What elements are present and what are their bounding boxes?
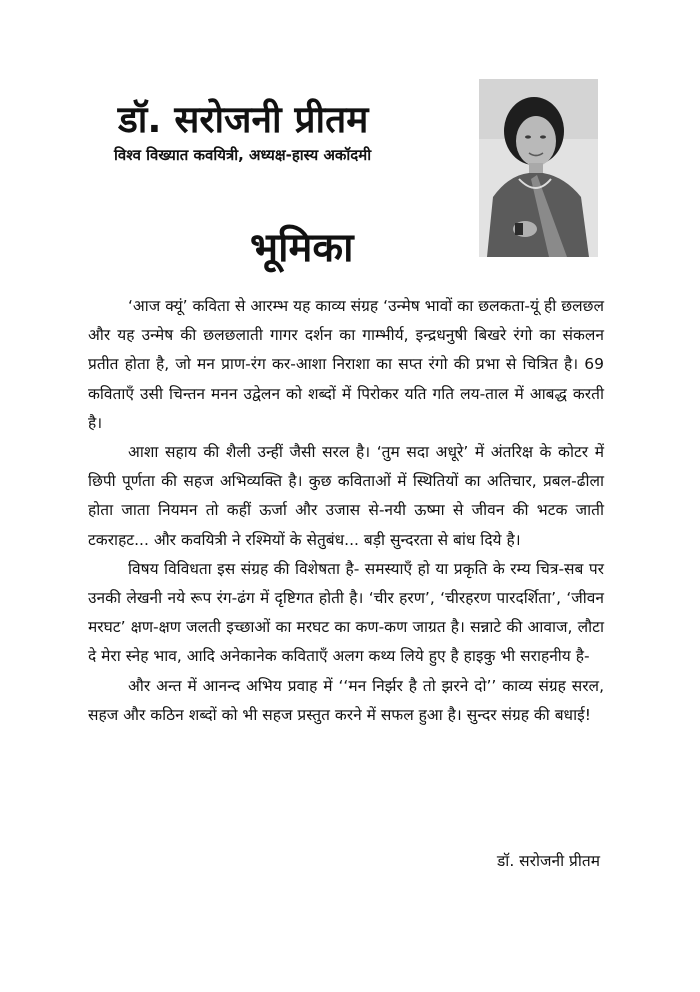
signature: डॉ. सरोजनी प्रीतम (497, 852, 600, 870)
paragraph: विषय विविधता इस संग्रह की विशेषता है- समस्याएँ हो या प्रकृति के रम्य चित्र-सब पर उनकी लेखनी नये रूप रंग-ढंग में दृष्टिगत होती है। ‘चीर हरण’, ‘चीरहरण पारदर्शिता’, ‘जीवन मरघट’ क्षण-क्षण जलती इच्छाओं का मरघट का कण-कण जाग्रत है। सन्नाटे की आवाज, लौटा दे मेरा स्नेह भाव, आदि अनेकानेक कविताएँ अलग कथ्य लिये हुए है हाइकु भी सराहनीय है- (88, 559, 604, 666)
author-name: डॉ. सरोजनी प्रीतम (118, 98, 369, 141)
author-subtitle: विश्‍व विख्यात कवयित्री, अध्यक्ष-हास्य अकॉदमी (114, 146, 372, 164)
paragraph: आशा सहाय की शैली उन्हीं जैसी सरल है। ‘तुम सदा अधूरे’ में अंतरिक्ष के कोटर में छिपी पूर्णता की सहज अभिव्यक्ति है। कुछ कविताओं में स्थितियों का अतिचार, प्रबल-ढीला होता जाता नियमन तो कहीं ऊर्जा और उजास से-नयी ऊष्मा से जीवन की भटक जाती टकराहट... और कवयित्री ने रश्मियों के सेतुबंध... बड़ी सुन्दरता से बांध दिये है। (88, 443, 604, 549)
paragraph: और अन्त में आनन्द अभिय प्रवाह में ‘‘मन निर्झर है तो झरने दो’’ काव्य संग्रह सरल, सहज और कठिन शब्दों को भी सहज प्रस्तुत करने में सफल हुआ है। सुन्दर संग्रह की बधाई! (88, 676, 604, 724)
preface-body (88, 292, 604, 730)
paragraph: ‘आज क्यूं’ कविता से आरम्भ यह काव्य संग्रह ‘उन्मेष भावों का छलकता-यूं ही छलछल और यह उन्मेष की छलछलाती गागर दर्शन का गाम्भीर्य, इन्द्रधनुषी बिखरे रंगो का संकलन प्रतीत होता है, जो मन प्राण-रंग कर-आशा निराशा का सप्त रंगो की प्रभा से चित्रित है। 69 कविताएँ उसी चिन्तन मनन उद्वेलन को शब्दों में पिरोकर यति गति लय-ताल में आबद्ध करती है। (88, 297, 604, 432)
author-portrait (479, 79, 598, 257)
section-title: भूमिका (250, 225, 354, 271)
